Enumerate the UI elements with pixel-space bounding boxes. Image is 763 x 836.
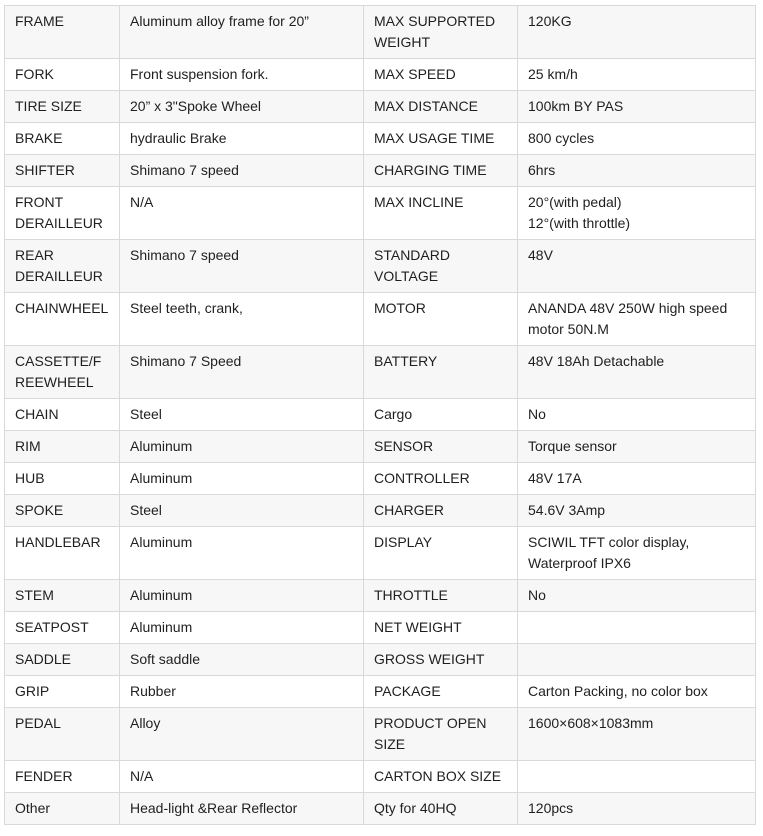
spec-table-container	[4, 5, 756, 825]
spec-value-cell: N/A	[120, 761, 364, 793]
spec-value-cell: No	[518, 399, 756, 431]
table-row	[5, 346, 756, 399]
spec-value-cell: 48V	[518, 240, 756, 293]
spec-name-cell: CHAINWHEEL	[5, 293, 120, 346]
spec-name-cell: FORK	[5, 59, 120, 91]
spec-name-cell: BRAKE	[5, 123, 120, 155]
spec-value-cell: Shimano 7 speed	[120, 155, 364, 187]
table-row	[5, 431, 756, 463]
spec-name-cell: THROTTLE	[364, 580, 518, 612]
spec-value-cell: Aluminum alloy frame for 20”	[120, 6, 364, 59]
spec-name-cell: DISPLAY	[364, 527, 518, 580]
spec-name-cell: CONTROLLER	[364, 463, 518, 495]
spec-name-cell: RIM	[5, 431, 120, 463]
table-row	[5, 644, 756, 676]
spec-value-cell: Head-light &Rear Reflector	[120, 793, 364, 825]
spec-value-cell: 120pcs	[518, 793, 756, 825]
spec-value-cell: 20°(with pedal) 12°(with throttle)	[518, 187, 756, 240]
table-row	[5, 91, 756, 123]
spec-value-cell: Soft saddle	[120, 644, 364, 676]
spec-name-cell: NET WEIGHT	[364, 612, 518, 644]
table-row	[5, 793, 756, 825]
spec-value-cell: Aluminum	[120, 463, 364, 495]
spec-value-cell: Aluminum	[120, 527, 364, 580]
spec-value-cell: 120KG	[518, 6, 756, 59]
spec-name-cell: STANDARD VOLTAGE	[364, 240, 518, 293]
spec-value-cell: Torque sensor	[518, 431, 756, 463]
spec-value-cell: Rubber	[120, 676, 364, 708]
spec-value-cell: Shimano 7 speed	[120, 240, 364, 293]
spec-table	[4, 5, 756, 825]
spec-value-cell: Front suspension fork.	[120, 59, 364, 91]
spec-value-cell: 6hrs	[518, 155, 756, 187]
spec-value-cell: 1600×608×1083mm	[518, 708, 756, 761]
spec-value-cell: Steel teeth, crank,	[120, 293, 364, 346]
spec-name-cell: Cargo	[364, 399, 518, 431]
table-row	[5, 187, 756, 240]
spec-name-cell: PEDAL	[5, 708, 120, 761]
spec-name-cell: MAX SUPPORTED WEIGHT	[364, 6, 518, 59]
table-row	[5, 580, 756, 612]
spec-name-cell: PRODUCT OPEN SIZE	[364, 708, 518, 761]
spec-value-cell: Steel	[120, 495, 364, 527]
spec-name-cell: GRIP	[5, 676, 120, 708]
table-row	[5, 59, 756, 91]
spec-value-cell: Alloy	[120, 708, 364, 761]
spec-name-cell: HUB	[5, 463, 120, 495]
spec-name-cell: SADDLE	[5, 644, 120, 676]
spec-name-cell: Qty for 40HQ	[364, 793, 518, 825]
table-row	[5, 527, 756, 580]
spec-name-cell: CHARGER	[364, 495, 518, 527]
spec-name-cell: PACKAGE	[364, 676, 518, 708]
spec-value-cell: SCIWIL TFT color display, Waterproof IPX6	[518, 527, 756, 580]
spec-value-cell: 20” x 3"Spoke Wheel	[120, 91, 364, 123]
spec-name-cell: STEM	[5, 580, 120, 612]
spec-table-body	[5, 6, 756, 825]
spec-name-cell: Other	[5, 793, 120, 825]
spec-name-cell: SHIFTER	[5, 155, 120, 187]
spec-name-cell: HANDLEBAR	[5, 527, 120, 580]
spec-value-cell	[518, 761, 756, 793]
spec-value-cell: 48V 18Ah Detachable	[518, 346, 756, 399]
spec-name-cell: REAR DERAILLEUR	[5, 240, 120, 293]
spec-name-cell: FRAME	[5, 6, 120, 59]
spec-name-cell: CASSETTE/FREEWHEEL	[5, 346, 120, 399]
spec-value-cell: Aluminum	[120, 431, 364, 463]
table-row	[5, 612, 756, 644]
spec-name-cell: CHARGING TIME	[364, 155, 518, 187]
table-row	[5, 123, 756, 155]
spec-value-cell: ANANDA 48V 250W high speed motor 50N.M	[518, 293, 756, 346]
spec-name-cell: SEATPOST	[5, 612, 120, 644]
spec-name-cell: MAX DISTANCE	[364, 91, 518, 123]
table-row	[5, 761, 756, 793]
spec-value-cell: hydraulic Brake	[120, 123, 364, 155]
table-row	[5, 293, 756, 346]
table-row	[5, 6, 756, 59]
spec-name-cell: GROSS WEIGHT	[364, 644, 518, 676]
spec-value-cell: 48V 17A	[518, 463, 756, 495]
spec-name-cell: MAX SPEED	[364, 59, 518, 91]
table-row	[5, 155, 756, 187]
spec-value-cell: No	[518, 580, 756, 612]
spec-value-cell: N/A	[120, 187, 364, 240]
spec-value-cell: 100km BY PAS	[518, 91, 756, 123]
spec-name-cell: FRONT DERAILLEUR	[5, 187, 120, 240]
spec-value-cell	[518, 612, 756, 644]
table-row	[5, 495, 756, 527]
table-row	[5, 399, 756, 431]
spec-name-cell: MAX INCLINE	[364, 187, 518, 240]
spec-name-cell: MOTOR	[364, 293, 518, 346]
spec-value-cell: Shimano 7 Speed	[120, 346, 364, 399]
table-row	[5, 463, 756, 495]
spec-value-cell: Aluminum	[120, 580, 364, 612]
spec-value-cell: 800 cycles	[518, 123, 756, 155]
spec-value-cell: Aluminum	[120, 612, 364, 644]
spec-name-cell: BATTERY	[364, 346, 518, 399]
spec-name-cell: TIRE SIZE	[5, 91, 120, 123]
spec-name-cell: MAX USAGE TIME	[364, 123, 518, 155]
spec-value-cell: Steel	[120, 399, 364, 431]
spec-name-cell: SENSOR	[364, 431, 518, 463]
table-row	[5, 676, 756, 708]
spec-value-cell: 25 km/h	[518, 59, 756, 91]
spec-value-cell	[518, 644, 756, 676]
spec-name-cell: CARTON BOX SIZE	[364, 761, 518, 793]
spec-value-cell: 54.6V 3Amp	[518, 495, 756, 527]
spec-name-cell: SPOKE	[5, 495, 120, 527]
spec-name-cell: CHAIN	[5, 399, 120, 431]
table-row	[5, 708, 756, 761]
table-row	[5, 240, 756, 293]
spec-value-cell: Carton Packing, no color box	[518, 676, 756, 708]
spec-name-cell: FENDER	[5, 761, 120, 793]
